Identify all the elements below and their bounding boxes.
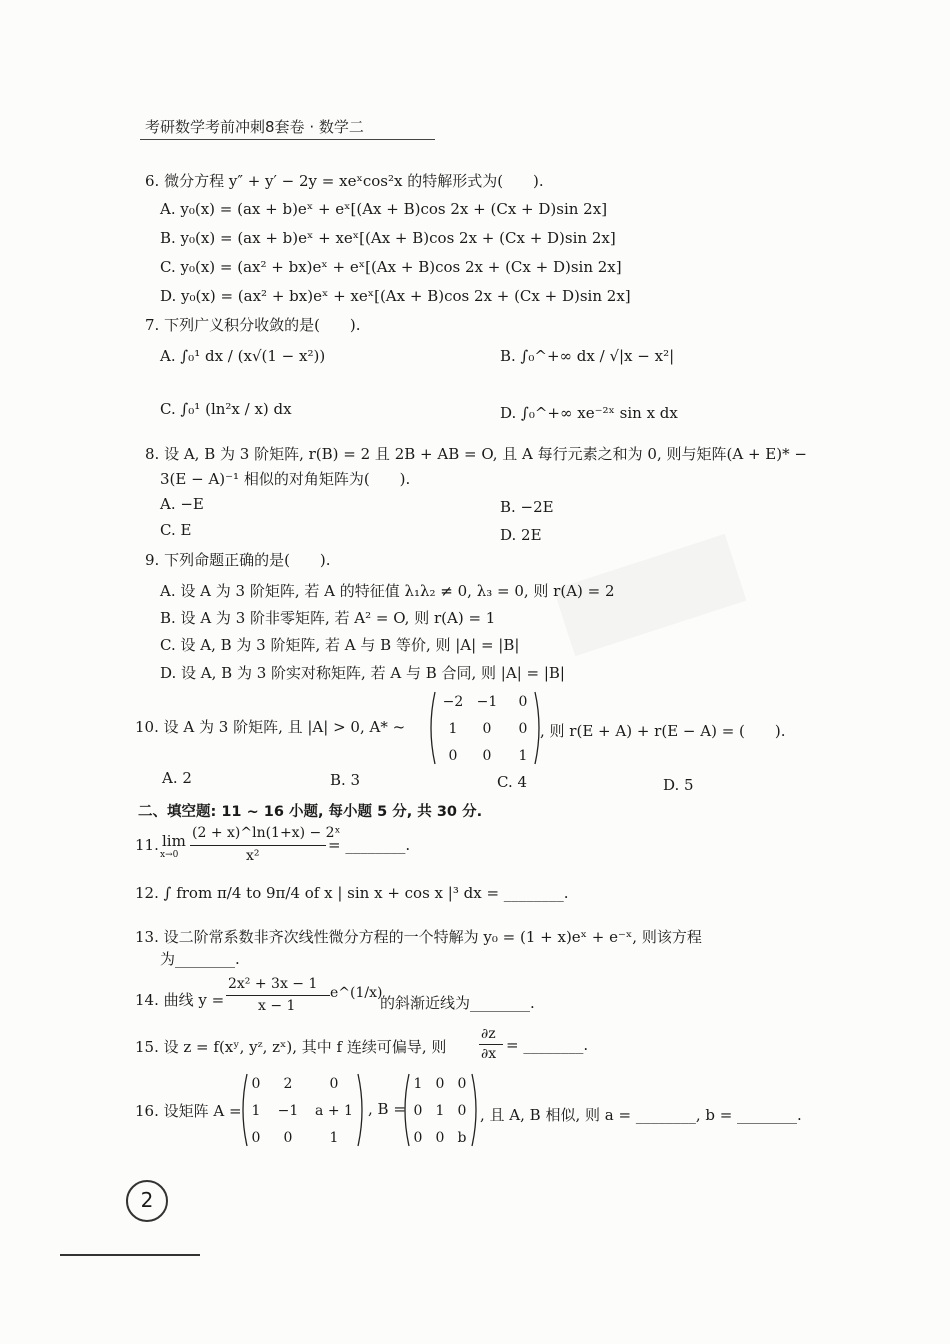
section-2-title: 二、填空题: 11 ~ 16 小题, 每小题 5 分, 共 30 分. — [138, 804, 483, 820]
q10-stem-suffix: , 则 r(E + A) + r(E − A) = ( ). — [540, 722, 786, 740]
q15-prefix: 15. 设 z = f(xʸ, yᶻ, zˣ), 其中 f 连续可偏导, 则 — [135, 1038, 447, 1056]
q8-option-a: A. −E — [160, 495, 204, 513]
q15-denominator: ∂x — [481, 1046, 497, 1062]
q10-matrix — [425, 688, 545, 768]
q16-b22: 1 — [435, 1103, 445, 1119]
q14-suffix: 的斜渐近线为________. — [380, 994, 535, 1012]
q16-a31: 0 — [251, 1130, 261, 1146]
q7-option-b: B. ∫₀^+∞ dx / √|x − x²| — [500, 347, 675, 365]
q7-option-d: D. ∫₀^+∞ xe⁻²ˣ sin x dx — [500, 404, 678, 422]
q16-b32: 0 — [435, 1130, 445, 1146]
q15-fraction-bar — [479, 1044, 503, 1045]
q9-option-c: C. 设 A, B 为 3 阶矩阵, 若 A 与 B 等价, 则 |A| = |B| — [160, 636, 520, 654]
q16-matrix-a-right-paren — [358, 1074, 362, 1146]
q16-a32: 0 — [283, 1130, 293, 1146]
footer-rule — [60, 1254, 200, 1256]
q16-suffix: , 且 A, B 相似, 则 a = ________, b = ________. — [480, 1106, 802, 1124]
q16-a21: 1 — [251, 1103, 261, 1119]
q11-lim-sub: x→0 — [160, 850, 179, 860]
q16-a33: 1 — [329, 1130, 339, 1146]
q16-prefix: 16. 设矩阵 A = — [135, 1102, 242, 1120]
q10-stem-prefix: 10. 设 A 为 3 阶矩阵, 且 |A| > 0, A* ~ — [135, 718, 406, 736]
q10-m22: 0 — [482, 721, 492, 737]
q16-a22: −1 — [277, 1103, 299, 1119]
q10-matrix-right-paren — [535, 692, 539, 764]
q10-m32: 0 — [482, 748, 492, 764]
q16-b21: 0 — [413, 1103, 423, 1119]
q16-matrix-b-left-paren — [405, 1074, 409, 1146]
q7-stem: 7. 下列广义积分收敛的是( ). — [145, 316, 361, 334]
q7-option-a: A. ∫₀¹ dx / (x√(1 − x²)) — [160, 347, 326, 365]
q15-numerator: ∂z — [481, 1026, 496, 1042]
q10-m11: −2 — [442, 694, 464, 710]
q13-line2: 为________. — [160, 950, 240, 968]
q13-line1: 13. 设二阶常系数非齐次线性微分方程的一个特解为 y₀ = (1 + x)eˣ + e⁻ˣ, 则该方程 — [135, 928, 702, 946]
q9-option-a: A. 设 A 为 3 阶矩阵, 若 A 的特征值 λ₁λ₂ ≠ 0, λ₃ = 0, 则 r(A) = 2 — [160, 582, 615, 600]
q15-suffix: = ________. — [506, 1036, 589, 1054]
q16-matrix-a — [238, 1070, 368, 1150]
q9-option-b: B. 设 A 为 3 阶非零矩阵, 若 A² = O, 则 r(A) = 1 — [160, 609, 496, 627]
q11-fraction-bar — [190, 845, 326, 846]
q10-option-a: A. 2 — [162, 769, 192, 787]
q9-stem: 9. 下列命题正确的是( ). — [145, 551, 331, 569]
q6-option-a: A. y₀(x) = (ax + b)eˣ + eˣ[(Ax + B)cos 2x + (Cx + D)sin 2x] — [160, 200, 608, 218]
q11-number: 11. — [135, 836, 159, 854]
q12-text: 12. ∫ from π/4 to 9π/4 of x | sin x + cos x |³ dx = ________. — [135, 884, 569, 902]
q16-a11: 0 — [251, 1076, 261, 1092]
q6-option-b: B. y₀(x) = (ax + b)eˣ + xeˣ[(Ax + B)cos 2x + (Cx + D)sin 2x] — [160, 229, 616, 247]
q10-option-c: C. 4 — [497, 773, 528, 791]
q10-m21: 1 — [448, 721, 458, 737]
q16-a13: 0 — [329, 1076, 339, 1092]
q14-fraction-bar — [226, 995, 330, 996]
q14-exponential: e^(1/x) — [330, 985, 383, 1001]
q14-denominator: x − 1 — [258, 998, 296, 1014]
q16-matrix-b — [400, 1070, 480, 1150]
q8-option-c: C. E — [160, 521, 192, 539]
q14-prefix: 14. 曲线 y = — [135, 991, 225, 1009]
page-number: 2 — [126, 1180, 168, 1222]
header-divider — [140, 139, 435, 140]
q16-b12: 0 — [435, 1076, 445, 1092]
q14-numerator: 2x² + 3x − 1 — [228, 976, 318, 992]
q8-stem-line1: 8. 设 A, B 为 3 阶矩阵, r(B) = 2 且 2B + AB = O, 且 A 每行元素之和为 0, 则与矩阵(A + E)* − — [145, 445, 807, 463]
q16-b23: 0 — [457, 1103, 467, 1119]
q10-m31: 0 — [448, 748, 458, 764]
q11-tail: = ________. — [328, 836, 411, 854]
q8-stem-line2: 3(E − A)⁻¹ 相似的对角矩阵为( ). — [160, 470, 411, 488]
q10-m23: 0 — [518, 721, 528, 737]
q6-option-c: C. y₀(x) = (ax² + bx)eˣ + eˣ[(Ax + B)cos 2x + (Cx + D)sin 2x] — [160, 258, 622, 276]
q16-a12: 2 — [283, 1076, 293, 1092]
q16-b33: b — [457, 1130, 467, 1146]
q6-option-d: D. y₀(x) = (ax² + bx)eˣ + xeˣ[(Ax + B)cos 2x + (Cx + D)sin 2x] — [160, 287, 631, 305]
q10-m33: 1 — [518, 748, 528, 764]
page-header: 考研数学考前冲刺8套卷 · 数学二 — [145, 118, 364, 136]
q16-matrix-a-left-paren — [243, 1074, 247, 1146]
q6-stem: 6. 微分方程 y″ + y′ − 2y = xeˣcos²x 的特解形式为( ). — [145, 172, 544, 190]
q10-m13: 0 — [518, 694, 528, 710]
q16-b11: 1 — [413, 1076, 423, 1092]
q7-option-c: C. ∫₀¹ (ln²x / x) dx — [160, 400, 292, 418]
q8-option-d: D. 2E — [500, 526, 542, 544]
q11-numerator: (2 + x)^ln(1+x) − 2ˣ — [192, 825, 341, 841]
q16-b31: 0 — [413, 1130, 423, 1146]
q16-matrix-b-right-paren — [472, 1074, 476, 1146]
q8-option-b: B. −2E — [500, 498, 554, 516]
q11-denominator: x² — [246, 848, 260, 864]
q10-option-d: D. 5 — [663, 776, 694, 794]
q16-a23: a + 1 — [315, 1103, 353, 1119]
q10-matrix-left-paren — [431, 692, 435, 764]
q9-option-d: D. 设 A, B 为 3 阶实对称矩阵, 若 A 与 B 合同, 则 |A| = |B| — [160, 664, 565, 682]
q10-m12: −1 — [476, 694, 498, 710]
q11-lim: lim — [162, 832, 186, 850]
q16-middle: , B = — [368, 1100, 406, 1118]
q16-b13: 0 — [457, 1076, 467, 1092]
q10-option-b: B. 3 — [330, 771, 361, 789]
